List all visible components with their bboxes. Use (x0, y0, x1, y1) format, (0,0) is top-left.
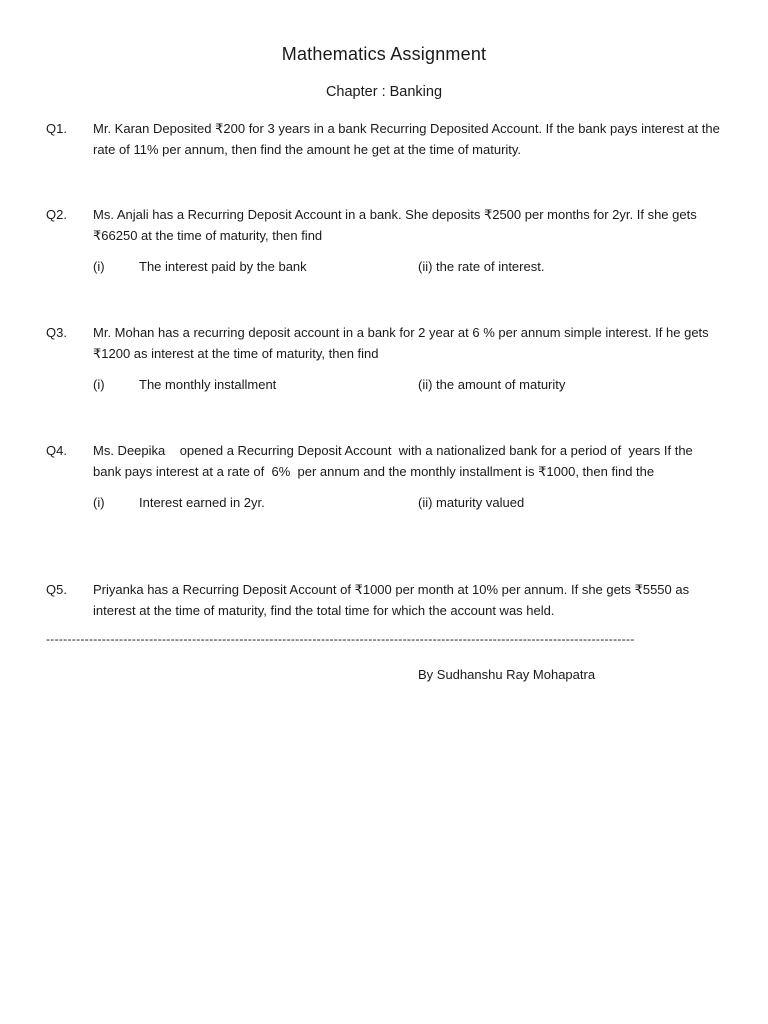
question-number: Q3. (46, 325, 67, 340)
dashed-divider: ----------------------------------------------------------------------------------------------------------------------------------------- (46, 632, 635, 646)
sub-question-ii: (ii) maturity valued (418, 495, 525, 510)
question-text: Ms. Anjali has a Recurring Deposit Account in a bank. She deposits ₹2500 per months for 2yr. If she gets ₹66250 at the time of maturity, then find (93, 207, 697, 243)
sub-question-i: Interest earned in 2yr. (139, 495, 265, 510)
sub-questions (93, 257, 726, 277)
author-credit: By Sudhanshu Ray Mohapatra (418, 667, 596, 682)
question-text: Mr. Mohan has a recurring deposit account in a bank for 2 year at 6 % per annum simple interest. If he gets ₹1200 as interest at the time of maturity, then find (93, 325, 709, 361)
question-4 (46, 441, 726, 513)
sub-question-label: (i) (93, 377, 105, 392)
question-number: Q2. (46, 207, 67, 222)
question-1 (46, 119, 726, 160)
chapter-heading: Chapter : Banking (325, 84, 443, 100)
sub-question-label: (i) (93, 259, 105, 274)
question-3 (46, 323, 726, 395)
document-title: Mathematics Assignment (281, 44, 487, 64)
question-number: Q4. (46, 443, 67, 458)
question-text: Ms. Deepika opened a Recurring Deposit Account with a nationalized bank for a period of years If the bank pays interest at a rate of 6% per annum and the monthly installment is ₹1000, then find the (93, 443, 697, 479)
question-5 (46, 580, 726, 621)
sub-question-ii: (ii) the amount of maturity (418, 377, 566, 392)
sub-questions (93, 375, 726, 395)
sub-question-ii: (ii) the rate of interest. (418, 259, 545, 274)
sub-question-i: The interest paid by the bank (139, 259, 307, 274)
sub-question-label: (i) (93, 495, 105, 510)
sub-questions (93, 493, 726, 513)
question-number: Q5. (46, 582, 67, 597)
question-2 (46, 205, 726, 277)
question-text: Mr. Karan Deposited ₹200 for 3 years in a bank Recurring Deposited Account. If the bank pays interest at the rate of 11% per annum, then find the amount he get at the time of maturity. (93, 121, 720, 157)
sub-question-i: The monthly installment (139, 377, 277, 392)
question-text: Priyanka has a Recurring Deposit Account of ₹1000 per month at 10% per annum. If she gets ₹5550 as interest at the time of maturity, find the total time for which the account was held. (93, 582, 690, 618)
question-number: Q1. (46, 121, 67, 136)
